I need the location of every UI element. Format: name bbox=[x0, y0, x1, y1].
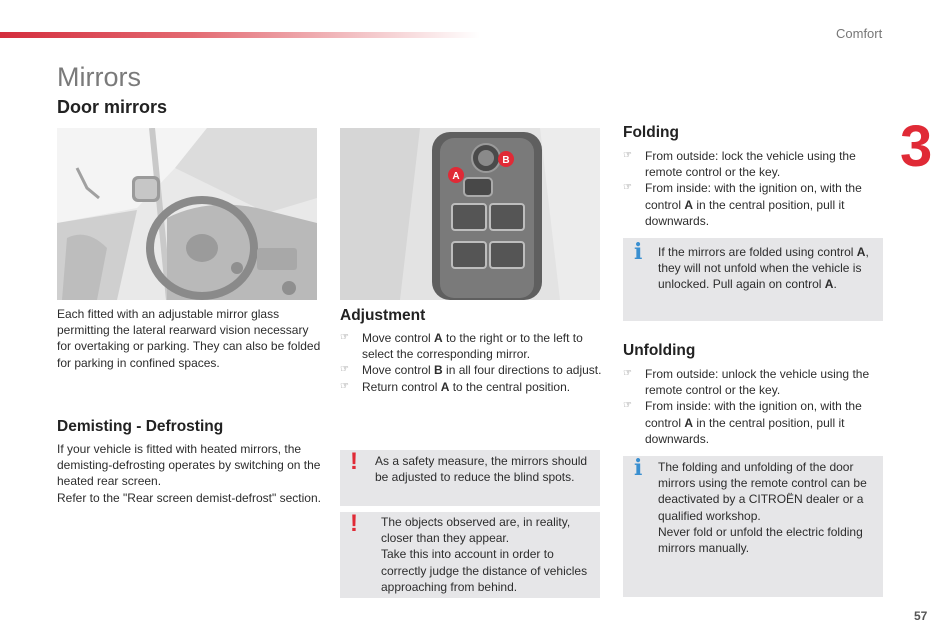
chapter-number: 3 bbox=[900, 114, 931, 179]
figure-label-a: A bbox=[452, 171, 460, 182]
folding-step: ☞ From outside: lock the vehicle using the remote control or the key. bbox=[623, 149, 856, 180]
page-subtitle: Door mirrors bbox=[57, 97, 168, 117]
pointer-icon: ☞ bbox=[623, 368, 632, 379]
pointer-icon: ☞ bbox=[623, 150, 632, 161]
warning-text bbox=[381, 514, 595, 595]
pointer-icon: ☞ bbox=[340, 364, 349, 376]
warning-line-2: Take this into account in order to correctly judge the distance of vehicles approaching from behind. bbox=[381, 547, 588, 594]
unfolding-steps bbox=[623, 366, 878, 447]
folding-info-box bbox=[623, 238, 883, 321]
unfolding-info-text bbox=[658, 459, 880, 556]
adjustment-step: ☞ Return control A to the central position. bbox=[340, 379, 571, 394]
info-icon: i bbox=[634, 239, 643, 265]
folding-steps bbox=[623, 148, 878, 229]
safety-warning-box bbox=[340, 450, 600, 506]
unfolding-step: ☞ From inside: with the ignition on, with the control A in the central position, pull it downwards. bbox=[623, 399, 862, 446]
figure-label-b: B bbox=[502, 155, 510, 166]
warning-icon: ! bbox=[350, 510, 358, 537]
warning-text: As a safety measure, the mirrors should be adjusted to reduce the blind spots. bbox=[375, 454, 588, 485]
info-icon: i bbox=[634, 455, 643, 481]
distance-warning-box bbox=[340, 512, 600, 598]
warning-icon: ! bbox=[350, 448, 358, 475]
unfolding-info-line-1: The folding and unfolding of the door mirrors using the remote control can be deactivated by a CITROËN dealer or a qualified workshop. bbox=[658, 460, 867, 523]
section-label: Comfort bbox=[836, 26, 883, 41]
intro-paragraph: Each fitted with an adjustable mirror glass permitting the lateral rearward vision necessary for overtaking or parking. They can also be folded for parking in confined spaces. bbox=[57, 307, 321, 370]
demisting-line-2: Refer to the "Rear screen demist-defrost" section. bbox=[57, 490, 321, 505]
adjustment-steps bbox=[340, 330, 602, 395]
header-accent-bar bbox=[0, 32, 480, 38]
mirror-control-photo bbox=[340, 128, 600, 300]
pointer-icon: ☞ bbox=[340, 380, 349, 392]
pointer-icon: ☞ bbox=[340, 332, 349, 343]
demisting-text bbox=[57, 441, 321, 506]
folding-info-text: If the mirrors are folded using control A, they will not unfold when the vehicle is unlocked. Pull again on control A. bbox=[658, 245, 869, 292]
page-number: 57 bbox=[914, 609, 928, 623]
car-interior-photo bbox=[57, 128, 317, 300]
warning-line-1: The objects observed are, in reality, closer than they appear. bbox=[381, 515, 571, 546]
demisting-line-1: If your vehicle is fitted with heated mirrors, the demisting-defrosting operates by switching on the heated rear screen. bbox=[57, 442, 321, 489]
demisting-heading: Demisting - Defrosting bbox=[57, 418, 224, 435]
unfolding-info-line-2: Never fold or unfold the electric folding mirrors manually. bbox=[658, 524, 863, 556]
adjustment-step: ☞ Move control B in all four directions to adjust. bbox=[340, 363, 602, 378]
adjustment-step: ☞ Move control A to the right or to the left to select the corresponding mirror. bbox=[340, 331, 583, 362]
unfolding-info-box bbox=[623, 456, 883, 597]
folding-step: ☞ From inside: with the ignition on, with the control A in the central position, pull it downwards. bbox=[623, 181, 862, 228]
unfolding-heading: Unfolding bbox=[623, 342, 696, 359]
adjustment-heading: Adjustment bbox=[340, 307, 426, 324]
folding-heading: Folding bbox=[623, 124, 679, 141]
page-title: Mirrors bbox=[57, 62, 141, 92]
pointer-icon: ☞ bbox=[623, 182, 632, 194]
unfolding-step: ☞ From outside: unlock the vehicle using the remote control or the key. bbox=[623, 367, 870, 398]
pointer-icon: ☞ bbox=[623, 400, 632, 412]
